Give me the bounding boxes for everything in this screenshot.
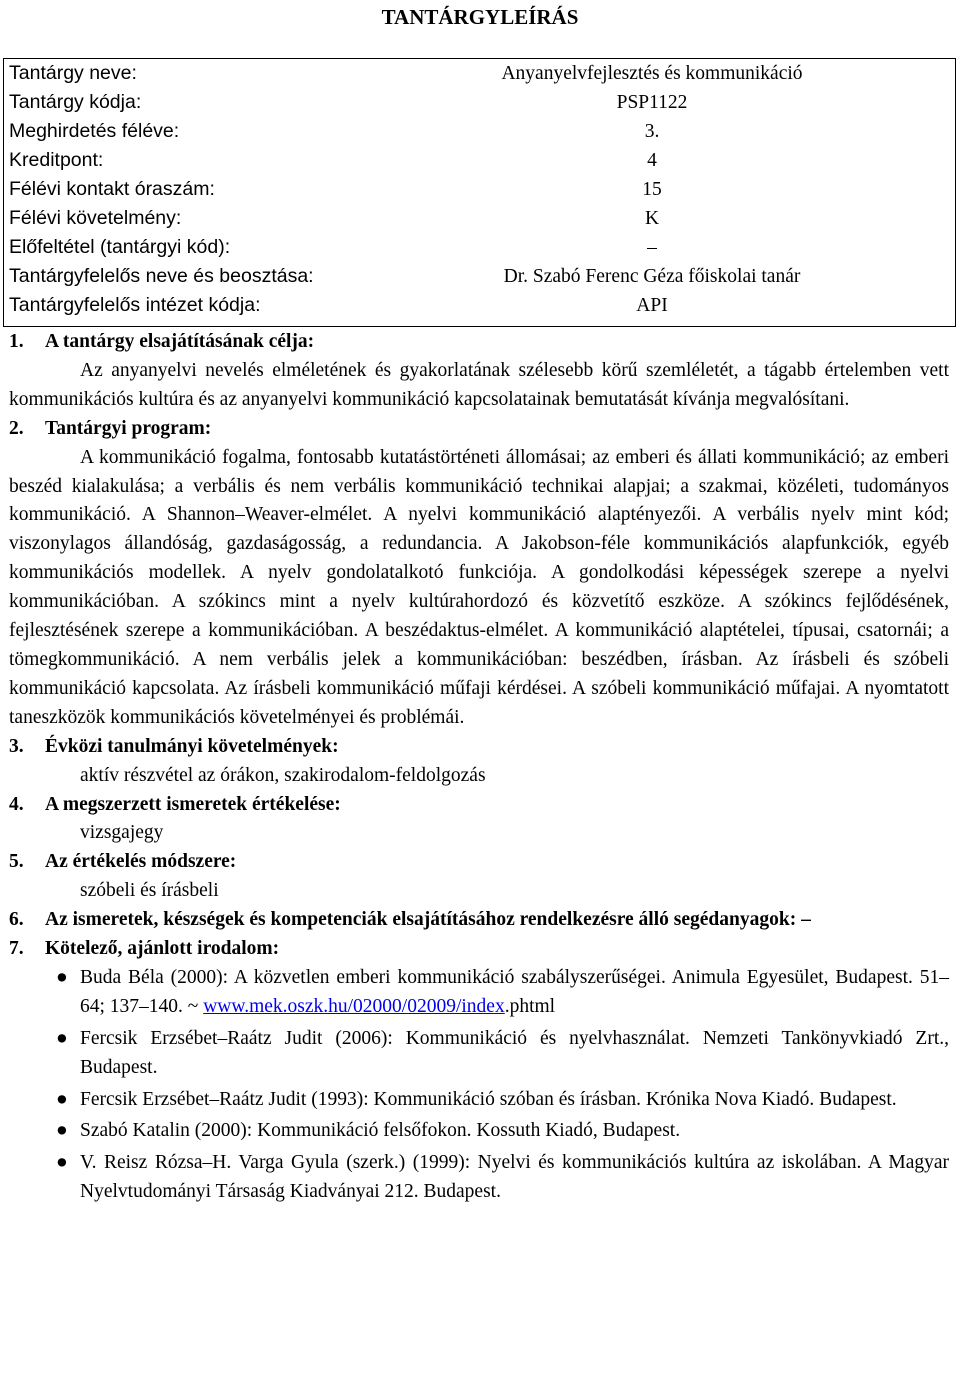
section-6 [9,906,949,935]
section-heading: 2. Tantárgyi program: [9,417,212,439]
info-label: Tantárgy kódja: [9,91,142,113]
info-value: K [644,208,660,229]
section-heading: 5. Az értékelés módszere: [9,851,237,873]
info-label: Előfeltétel (tantárgyi kód): [9,236,231,258]
reference-item [9,964,949,1022]
info-label: Tantárgyfelelős neve és beosztása: [9,265,314,287]
reference-tail: .phtml [504,995,556,1017]
section-heading: Az ismeretek, készségek és kompetenciák elsajátításához rendelkezésre álló segédanyagok: – [45,909,811,931]
course-description-body [9,328,949,1210]
section-number: 6. [9,909,24,931]
reference-text: Fercsik Erzsébet–Raátz Judit (2006): Kommunikáció és nyelvhasználat. Nemzeti Tankönyvkiadó Zrt., Budapest. [80,1027,949,1078]
info-value: 4 [647,150,657,171]
info-row-prerequisite [4,233,955,262]
info-row-contact-hours [4,175,955,204]
document-title: TANTÁRGYLEÍRÁS [381,5,579,29]
section-2 [9,415,949,733]
reference-item [9,1086,949,1115]
section-heading: 3. Évközi tanulmányi követelmények: [9,735,339,757]
reference-item [9,1149,949,1207]
section-text: A kommunikáció fogalma, fontosabb kutatástörténeti állomásai; az emberi és állati kommunikáció; az emberi beszéd kialakulása; a verbális és nem verbális kommunikáció technikai alapjai; a szakmai, közéleti, tudományos kommunikáció. A Shannon–Weaver-elmélet. A nyelvi kommunikáció alaptényezői. A verbális nyelv mint kód; viszonylagos állandóság, gazdaságosság, a redundancia. A Jakobson-féle kommunikációs alapfunkciók, egyéb kommunikációs modellek. A nyelv gondolatalkotó funkciója. A gondolkodási képességek szerepe a nyelvi kommunikációban. A szókincs mint a nyelv kultúrahordozó és közvetítő eszköze. A szókincs fejlődésének, fejlesztésének szerepe a kommunikációban. A beszédaktus-elmélet. A kommunikáció alaptételei, típusai, csatornái; a tömegkommunikáció. A nem verbális jelek a kommunikációban: beszédben, írásban. Az írásbeli és szóbeli kommunikáció kapcsolata. Az írásbeli kommunikáció műfaji kérdései. A szóbeli kommunikáció műfajai. A nyomtatott taneszközök kommunikációs követelményei és problémái. [9,446,949,728]
reference-text: V. Reisz Rózsa–H. Varga Gyula (szerk.) (1999): Nyelvi és kommunikációs kultúra az iskolában. A Magyar Nyelvtudományi Társaság Kiadványai 212. Budapest. [80,1152,949,1203]
bullet-icon: ● [56,966,68,988]
course-info-table [3,58,956,327]
section-heading: 4. A megszerzett ismeretek értékelése: [9,793,341,815]
info-value: Dr. Szabó Ferenc Géza főiskolai tanár [503,266,801,287]
reference-list [9,964,949,1207]
info-row-course-code [4,88,955,117]
reference-item [9,1025,949,1083]
info-label: Tantárgy neve: [9,62,137,84]
info-row-institute-code [4,291,955,320]
bullet-icon: ● [56,1152,68,1174]
info-label: Tantárgyfelelős intézet kódja: [9,294,261,316]
reference-text: Buda Béla (2000): A közvetlen emberi kommunikáció szabályszerűségei. Animula Egyesület, Budapest. 51–64; 137–140. ~ [80,966,949,1017]
info-row-responsible [4,262,955,291]
section-1 [9,328,949,415]
bullet-icon: ● [56,1120,68,1142]
reference-text: Szabó Katalin (2000): Kommunikáció felsőfokon. Kossuth Kiadó, Budapest. [80,1120,681,1142]
info-label: Kreditpont: [9,149,104,171]
bullet-icon: ● [56,1088,68,1110]
info-row-course-name [4,59,955,88]
bullet-icon: ● [56,1027,68,1049]
info-value: – [647,237,657,258]
info-row-semester [4,117,955,146]
info-label: Meghirdetés féléve: [9,120,180,142]
info-value: API [636,295,668,316]
section-heading: 7. Kötelező, ajánlott irodalom: [9,938,280,960]
info-value: PSP1122 [616,92,688,113]
reference-link[interactable]: www.mek.oszk.hu/02000/02009/index [203,995,505,1017]
section-3 [9,733,949,791]
section-text: Az anyanyelvi nevelés elméletének és gyakorlatának szélesebb körű szemléletét, a tágabb értelemben vett kommunikációs kultúra és az anyanyelvi kommunikáció kapcsolatainak bemutatását kívánja megvalósítani. [9,359,949,410]
info-row-credits [4,146,955,175]
info-value: 15 [642,179,662,200]
section-text: szóbeli és írásbeli [80,880,219,902]
info-label: Félévi kontakt óraszám: [9,178,215,200]
info-value: Anyanyelvfejlesztés és kommunikáció [501,63,803,84]
section-4 [9,791,949,849]
reference-text: Fercsik Erzsébet–Raátz Judit (1993): Kommunikáció szóban és írásban. Krónika Nova Kiadó. Budapest. [80,1088,897,1110]
section-heading: 1. A tantárgy elsajátításának célja: [9,331,315,352]
section-5 [9,848,949,906]
info-label: Félévi követelmény: [9,207,182,229]
info-row-requirement [4,204,955,233]
section-text: aktív részvétel az órákon, szakirodalom-feldolgozás [80,764,486,786]
section-text: vizsgajegy [80,822,164,844]
section-7 [9,935,949,1207]
info-value: 3. [644,121,660,142]
reference-item [9,1117,949,1146]
